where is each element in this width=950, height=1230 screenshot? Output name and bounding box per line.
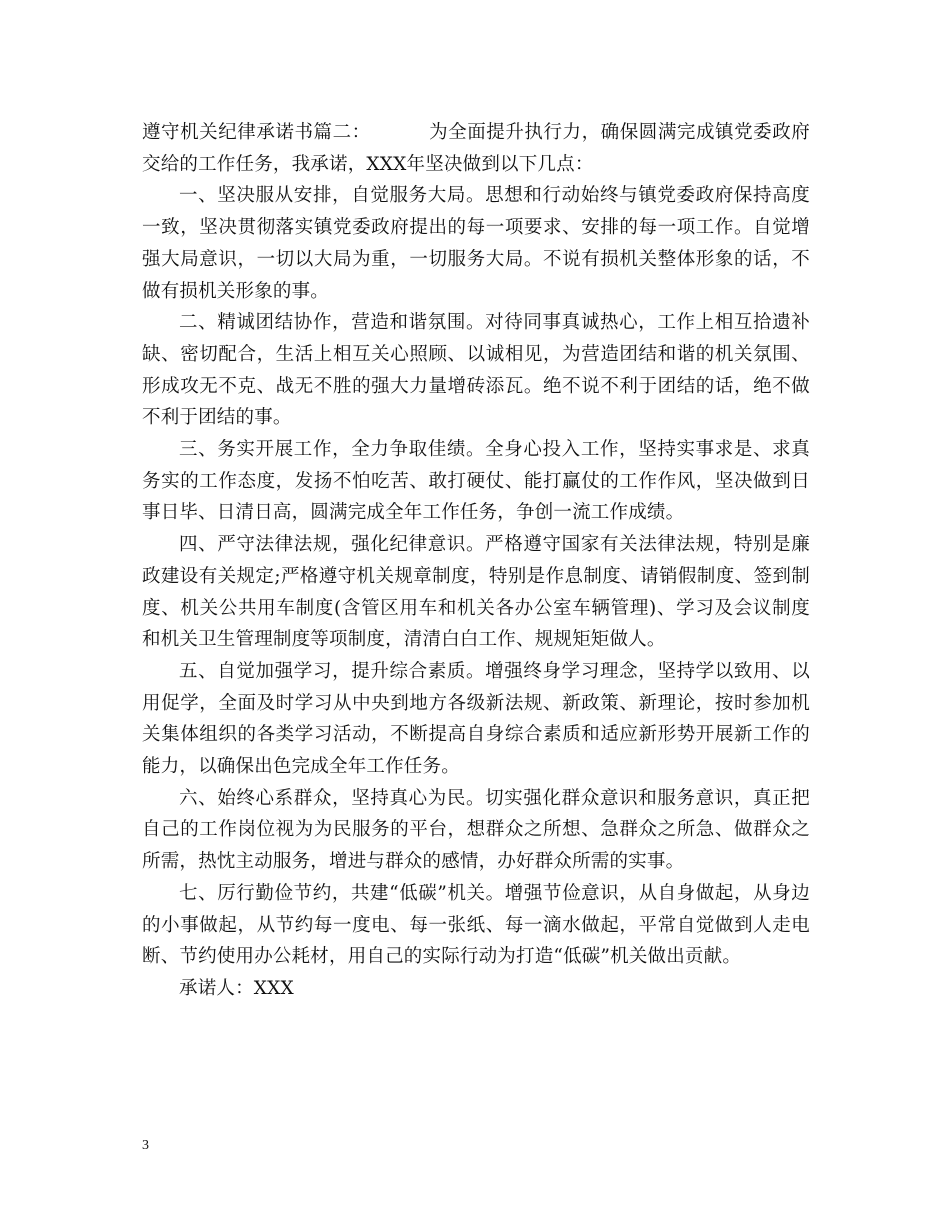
document-heading: 遵守机关纪律承诺书篇二： bbox=[142, 122, 371, 143]
commitment-paragraph-7: 七、厉行勤俭节约，共建“低碳”机关。增强节俭意识，从自身做起，从身边的小事做起，从节约每一度电、每一张纸、每一滴水做起，平常自觉做到人走电断、节约使用办公耗材，用自己的实际行动为打造“低碳”机关做出贡献。 bbox=[142, 882, 810, 968]
commitment-paragraph-5: 五、自觉加强学习，提升综合素质。增强终身学习理念，坚持学以致用、以用促学，全面及时学习从中央到地方各级新法规、新政策、新理论，按时参加机关集体组织的各类学习活动，不断提高自身综合素质和适应新形势开展新工作的能力，以确保出色完成全年工作任务。 bbox=[142, 660, 810, 778]
document-body bbox=[142, 117, 810, 1005]
intro-text: 为全面提升执行力，确保圆满完成镇党委政府交给的工作任务，我承诺，XXX年坚决做到以下几点： bbox=[142, 122, 810, 175]
commitment-paragraph-1: 一、坚决服从安排，自觉服务大局。思想和行动始终与镇党委政府保持高度一致，坚决贯彻落实镇党委政府提出的每一项要求、安排的每一项工作。自觉增强大局意识，一切以大局为重，一切服务大局。不说有损机关整体形象的话，不做有损机关形象的事。 bbox=[142, 185, 810, 302]
commitment-paragraph-6: 六、始终心系群众，坚持真心为民。切实强化群众意识和服务意识，真正把自己的工作岗位视为为民服务的平台，想群众之所想、急群众之所急、做群众之所需，热忱主动服务，增进与群众的感情，办好群众所需的实事。 bbox=[142, 787, 810, 873]
commitment-paragraph-2: 二、精诚团结协作，营造和谐氛围。对待同事真诚热心，工作上相互拾遗补缺、密切配合，生活上相互关心照顾、以诚相见，为营造团结和谐的机关氛围、形成攻无不克、战无不胜的强大力量增砖添瓦。绝不说不利于团结的话，绝不做不利于团结的事。 bbox=[142, 312, 810, 429]
heading-paragraph bbox=[142, 117, 810, 180]
commitment-paragraph-3: 三、务实开展工作，全力争取佳绩。全身心投入工作，坚持实事求是、求真务实的工作态度，发扬不怕吃苦、敢打硬仗、能打赢仗的工作作风，坚决做到日事日毕、日清日高，圆满完成全年工作任务，争创一流工作成绩。 bbox=[142, 439, 810, 524]
signature-line: 承诺人：XXX bbox=[179, 977, 294, 999]
page-number: 3 bbox=[142, 1138, 149, 1153]
commitment-paragraph-4: 四、严守法律法规，强化纪律意识。严格遵守国家有关法律法规，特别是廉政建设有关规定;严格遵守机关规章制度，特别是作息制度、请销假制度、签到制度、机关公共用车制度(含管区用车和机关各办公室车辆管理)、学习及会议制度和机关卫生管理制度等项制度，清清白白工作、规规矩矩做人。 bbox=[142, 534, 810, 651]
